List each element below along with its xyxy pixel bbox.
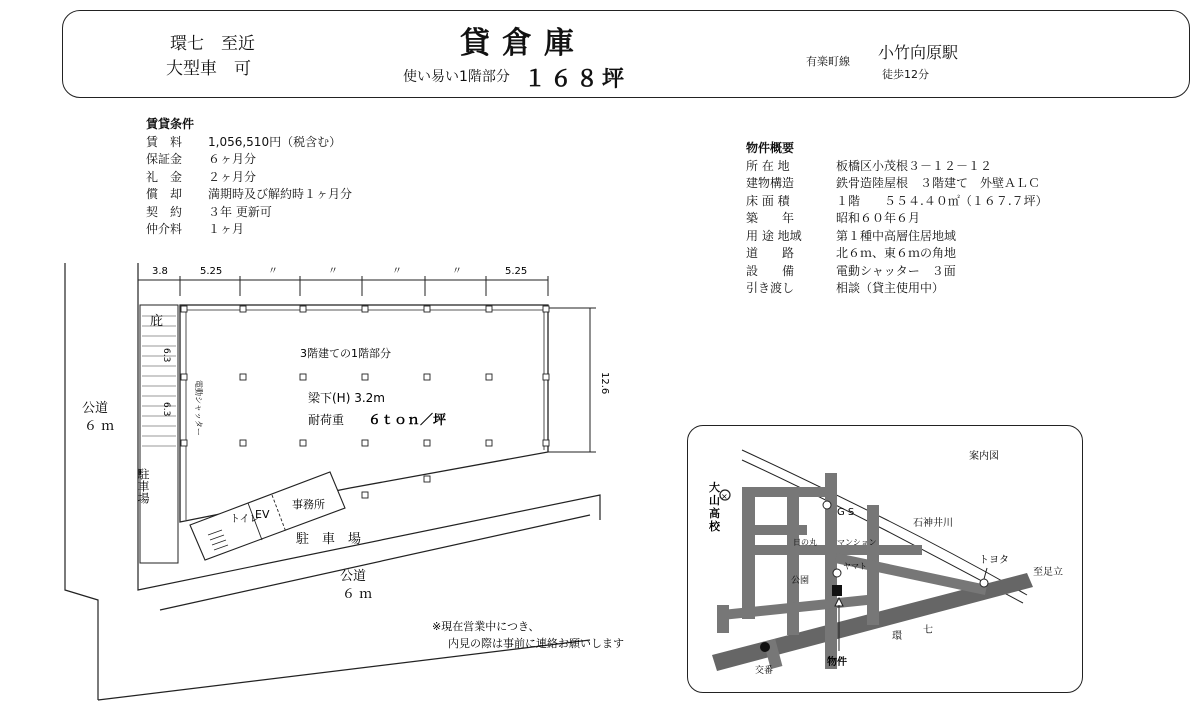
school-label-3: 高 (709, 507, 720, 520)
property-row: 所 在 地 板橋区小茂根３－１２－１２ (746, 158, 993, 173)
kan7-a-label: 環 (892, 631, 902, 642)
load-label: 耐荷重 (308, 413, 345, 427)
conditions-row: 礼 金 ２ヶ月分 (146, 169, 257, 184)
conditions-row: 契 約 ３年 更新可 (146, 204, 272, 219)
shutter-label: 電動シャッター (194, 380, 203, 436)
school-label-2: 山 (709, 494, 720, 507)
toilet-label: トイレ (230, 514, 260, 525)
school-label-4: 校 (709, 520, 720, 533)
header-subtitle: 使い易い1階部分 (403, 69, 510, 85)
toyota-label: トヨタ (979, 555, 1009, 566)
beam-height: 梁下(H) 3.2m (308, 391, 385, 405)
property-marker-icon (832, 585, 842, 596)
conditions-row: 賃 料 1,056,510円（税含む） (146, 134, 342, 149)
kan7-b-label: 七 (923, 625, 933, 636)
property-summary (746, 140, 1086, 298)
office-label: 事務所 (292, 498, 325, 511)
road-bottom-line2: ６ ｍ (342, 587, 373, 602)
property-row: 用 途 地域 第１種中高層住居地域 (746, 228, 957, 243)
canopy-label: 庇 (150, 314, 164, 329)
dim-top-0: 3.8 (152, 266, 168, 277)
property-row: 道 路 北６ｍ、東６ｍの角地 (746, 246, 957, 260)
conditions-row: 仲介料 １ヶ月 (146, 222, 245, 236)
gs-label: G S (837, 507, 855, 518)
dim-top-2: 〃 (268, 266, 278, 277)
load-value: ６ｔｏｎ／坪 (368, 413, 447, 428)
floor-plan (0, 255, 680, 705)
yamato-label: ヤマト (843, 562, 867, 571)
road-bottom-line1: 公道 (340, 569, 367, 584)
conditions-row: 償 却 満期時及び解約時１ヶ月分 (146, 187, 353, 201)
property-row: 築 年 昭和６０年６月 (746, 211, 921, 225)
access-map (687, 425, 1083, 693)
header-station: 小竹向原駅 (878, 43, 959, 62)
dim-top-4: 〃 (392, 266, 402, 277)
ev-label: EV (255, 508, 270, 521)
koban-label: 交番 (755, 666, 774, 676)
rental-conditions (146, 116, 446, 239)
property-row: 床 面 積 １階 ５５４.４０㎡（１６７.７坪） (746, 193, 1048, 208)
property-row: 設 備 電動シャッター ３面 (746, 263, 956, 278)
dim-left-0: 6.3 (161, 348, 171, 363)
property-label: 物件 (827, 657, 847, 668)
header-walk: 徒歩12分 (882, 68, 929, 81)
notice-line2: 内見の際は事前に連絡お願いします (448, 637, 624, 650)
property-row: 建物構造 鉄骨造陸屋根 ３階建て 外壁ＡＬＣ (746, 176, 1041, 190)
property-heading: 物件概要 (746, 141, 795, 155)
header-left-line2: 大型車 可 (166, 59, 251, 79)
notice-line1: ※現在営業中につき、 (432, 620, 540, 633)
park-label: 公園 (791, 576, 810, 586)
dim-top-6: 5.25 (505, 266, 528, 277)
dim-top-5: 〃 (452, 266, 462, 277)
dim-top-3: 〃 (328, 266, 338, 277)
conditions-row: 保証金 ６ヶ月分 (146, 152, 257, 166)
road-left-line2: ６ ｍ (84, 419, 115, 434)
map-title: 案内図 (969, 451, 999, 462)
mansion-label: マンション (837, 538, 877, 547)
hinomaru-label: 日の丸 (793, 538, 817, 547)
dim-right: 12.6 (599, 372, 610, 395)
property-row: 引き渡し 相談（貸主使用中） (746, 281, 945, 295)
school-label-1: 大 (709, 481, 720, 494)
conditions-heading: 賃貸条件 (146, 117, 195, 131)
river-label: 石神井川 (913, 518, 953, 529)
to-adachi-label: 至足立 (1033, 567, 1063, 578)
koban-marker-icon (760, 642, 770, 652)
header-line-label: 有楽町線 (806, 55, 850, 68)
road-left-line1: 公道 (82, 401, 109, 416)
header-left-line1: 環七 至近 (170, 34, 255, 54)
page-title: 貸倉庫 (460, 26, 586, 61)
parking-vertical-label: 駐車場 (136, 468, 150, 504)
building-note: 3階建ての1階部分 (300, 347, 391, 360)
dim-top-1: 5.25 (200, 266, 223, 277)
school-marker-icon: × (721, 492, 728, 501)
parking-horizontal-label: 駐 車 場 (296, 532, 362, 547)
header-area: １６８坪 (524, 67, 629, 92)
dim-left-1: 6.3 (161, 402, 171, 417)
